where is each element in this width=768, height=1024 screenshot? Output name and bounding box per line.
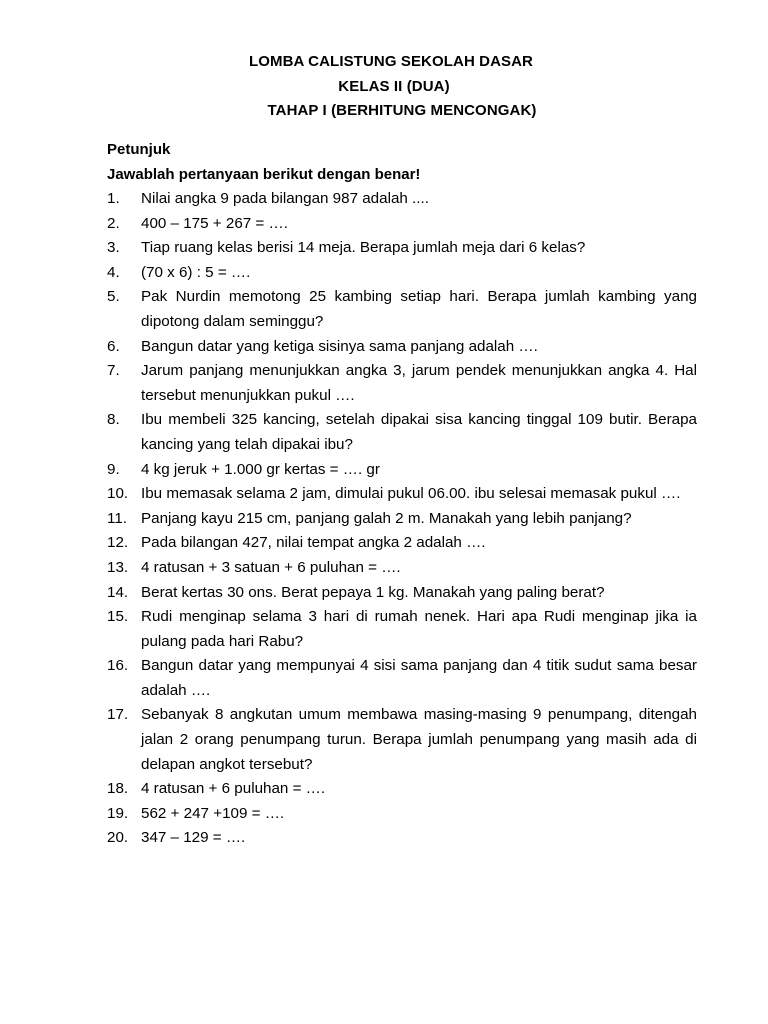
question-number: 8. bbox=[107, 411, 120, 429]
instructions-heading: Petunjuk bbox=[107, 141, 171, 158]
question-item bbox=[107, 482, 697, 507]
question-text: 4 ratusan + 3 satuan + 6 puluhan = …. bbox=[141, 558, 401, 576]
stage-subtitle: TAHAP I (BERHITUNG MENCONGAK) bbox=[267, 102, 537, 119]
question-number: 4. bbox=[107, 263, 120, 281]
question-item bbox=[107, 605, 697, 654]
question-number: 11. bbox=[107, 509, 127, 527]
question-number: 20. bbox=[107, 829, 129, 847]
question-number: 2. bbox=[107, 214, 120, 232]
question-text: 347 – 129 = …. bbox=[141, 829, 246, 847]
question-item bbox=[107, 703, 697, 777]
question-text: 4 kg jeruk + 1.000 gr kertas = …. gr bbox=[141, 460, 380, 478]
question-item bbox=[107, 826, 697, 851]
question-item bbox=[107, 212, 697, 237]
question-item bbox=[107, 777, 697, 802]
document-body bbox=[107, 138, 697, 851]
question-text: Bangun datar yang ketiga sisinya sama panjang adalah …. bbox=[141, 337, 538, 355]
question-item bbox=[107, 556, 697, 581]
question-number: 13. bbox=[107, 558, 129, 576]
question-number: 18. bbox=[107, 780, 129, 798]
question-item bbox=[107, 359, 697, 408]
question-text: Pak Nurdin memotong 25 kambing setiap hari. Berapa jumlah kambing yang dipotong dalam seminggu? bbox=[141, 288, 697, 330]
question-number: 1. bbox=[107, 190, 120, 207]
question-number: 7. bbox=[107, 362, 120, 380]
question-text: Panjang kayu 215 cm, panjang galah 2 m. Manakah yang lebih panjang? bbox=[141, 509, 632, 527]
question-text: 400 – 175 + 267 = …. bbox=[141, 214, 288, 232]
question-text: Sebanyak 8 angkutan umum membawa masing-masing 9 penumpang, ditengah jalan 2 orang penumpang turun. Berapa jumlah penumpang yang masih ada di delapan angkot tersebut? bbox=[141, 706, 697, 773]
question-text: Ibu membeli 325 kancing, setelah dipakai sisa kancing tinggal 109 butir. Berapa kancing yang telah dipakai ibu? bbox=[141, 411, 697, 453]
question-text: Berat kertas 30 ons. Berat pepaya 1 kg. Manakah yang paling berat? bbox=[141, 583, 605, 601]
class-subtitle: KELAS II (DUA) bbox=[338, 77, 450, 95]
question-text: Pada bilangan 427, nilai tempat angka 2 adalah …. bbox=[141, 534, 486, 552]
question-text: 4 ratusan + 6 puluhan = …. bbox=[141, 780, 326, 798]
question-item bbox=[107, 236, 697, 261]
question-text: Bangun datar yang mempunyai 4 sisi sama panjang dan 4 titik sudut sama besar adalah …. bbox=[141, 657, 697, 699]
question-text: Jarum panjang menunjukkan angka 3, jarum pendek menunjukkan angka 4. Hal tersebut menunjukkan pukul …. bbox=[141, 362, 697, 404]
question-item bbox=[107, 458, 697, 483]
question-number: 14. bbox=[107, 583, 129, 601]
question-number: 9. bbox=[107, 460, 120, 478]
question-text: Tiap ruang kelas berisi 14 meja. Berapa jumlah meja dari 6 kelas? bbox=[141, 239, 586, 257]
question-number: 3. bbox=[107, 239, 120, 257]
question-number: 5. bbox=[107, 288, 120, 306]
document-title: LOMBA CALISTUNG SEKOLAH DASAR bbox=[248, 53, 533, 70]
instructions-text: Jawablah pertanyaan berikut dengan benar! bbox=[107, 165, 421, 183]
question-text: (70 x 6) : 5 = …. bbox=[141, 263, 251, 281]
question-item bbox=[107, 802, 697, 827]
question-list bbox=[107, 187, 697, 851]
question-text: Rudi menginap selama 3 hari di rumah nenek. Hari apa Rudi menginap jika ia pulang pada hari Rabu? bbox=[141, 608, 697, 650]
question-number: 19. bbox=[107, 804, 129, 822]
question-item bbox=[107, 507, 697, 532]
question-item bbox=[107, 654, 697, 703]
question-text: Ibu memasak selama 2 jam, dimulai pukul 06.00. ibu selesai memasak pukul …. bbox=[141, 485, 681, 503]
question-number: 6. bbox=[107, 337, 120, 355]
question-item bbox=[107, 581, 697, 606]
question-item bbox=[107, 531, 697, 556]
question-item bbox=[107, 261, 697, 286]
question-number: 10. bbox=[107, 485, 129, 503]
question-item bbox=[107, 285, 697, 334]
question-item bbox=[107, 187, 697, 212]
question-number: 17. bbox=[107, 706, 129, 724]
question-item bbox=[107, 335, 697, 360]
question-number: 15. bbox=[107, 608, 129, 626]
question-number: 16. bbox=[107, 657, 129, 675]
question-item bbox=[107, 408, 697, 457]
question-text: Nilai angka 9 pada bilangan 987 adalah .... bbox=[141, 190, 429, 207]
question-number: 12. bbox=[107, 534, 129, 552]
document-header bbox=[0, 50, 768, 124]
question-text: 562 + 247 +109 = …. bbox=[141, 804, 285, 822]
